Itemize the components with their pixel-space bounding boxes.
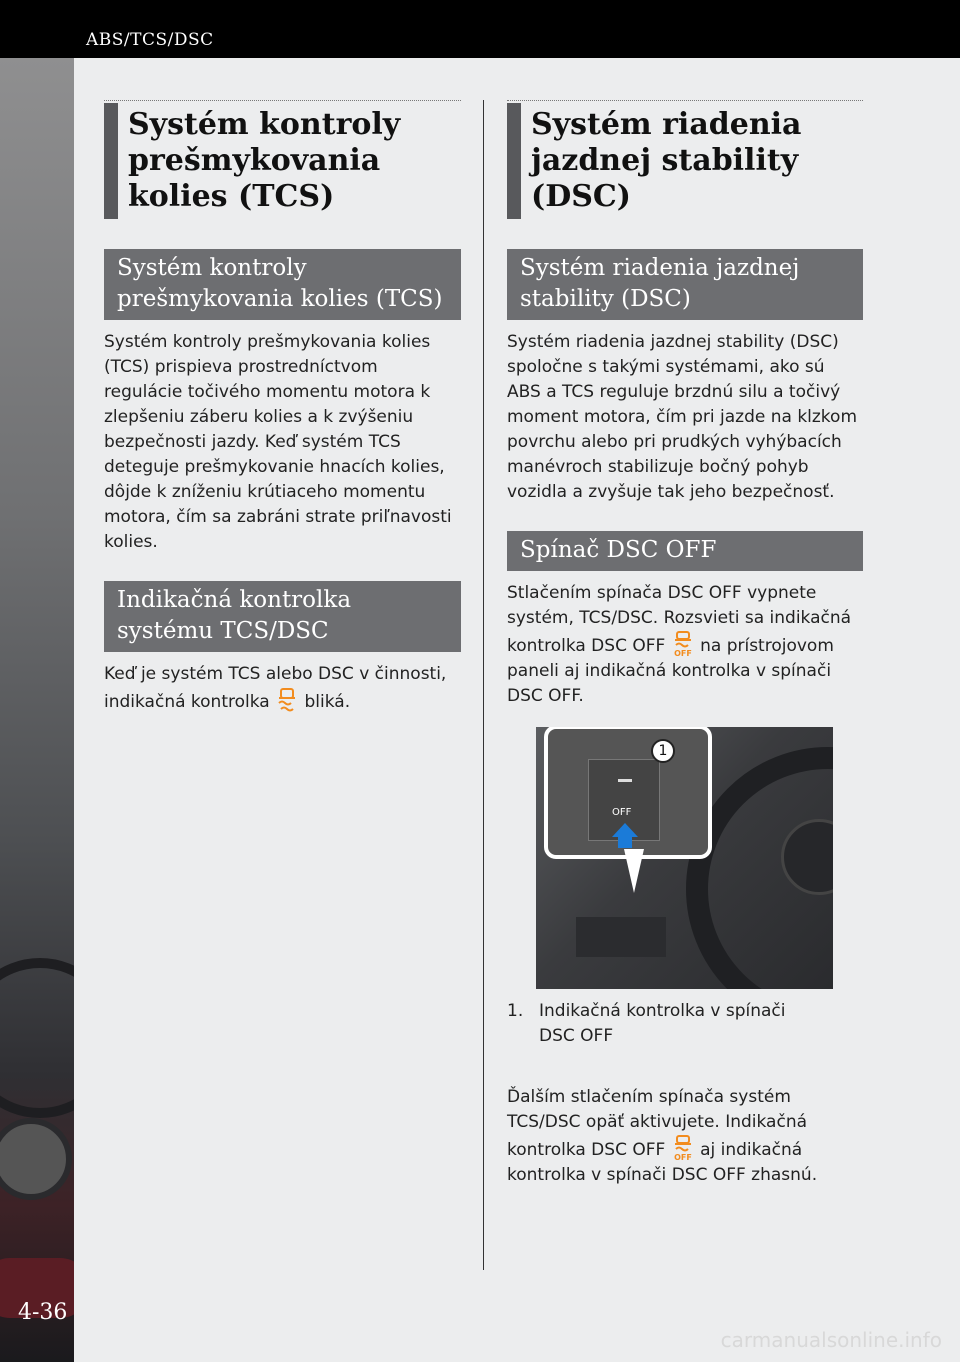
subheading-tcs: Systém kontroly prešmykovania kolies (TCS) [104,249,461,320]
dsc-switch-photo [536,727,833,989]
gauge-shape [0,1118,72,1200]
dsc-off-text-after: na prístrojovom paneli aj indikačná kontrolka v spínači DSC OFF. [507,636,834,706]
arrow-up-icon [612,823,638,837]
dotted-rule [104,100,461,101]
reactivate-text-after: aj indikačná kontrolka v spínači DSC OFF zhasnú. [507,1140,818,1185]
indicator-led [618,779,632,782]
svg-text:OFF: OFF [673,649,692,657]
indicator-text-before: Keď je systém TCS alebo DSC v činnosti, indikačná kontrolka [104,664,447,712]
chapter-title: ABS/TCS/DSC [86,30,214,50]
dsc-off-text-before: Stlačením spínača DSC OFF vypnete systém, TCS/DSC. Rozsvieti sa indikačná kontrolka DSC OFF [507,583,852,656]
paragraph-tcs: Systém kontroly prešmykovania kolies (TCS) prispieva prostredníctvom regulácie točivého momentu motora k zlepšeniu záberu kolies a k zvýšeniu bezpečnosti jazdy. Keď systém TCS deteguje prešmykovanie hnacích kolies, dôjde k zníženiu krútiaceho momentu motora, čím sa zabráni strate priľnavosti kolies. [104,332,452,552]
dashboard-shape [0,958,74,1118]
paragraph-dsc-off [507,581,863,709]
paragraph-dsc: Systém riadenia jazdnej stability (DSC) spoločne s takými systémami, ako sú ABS a TCS reguluje brzdnú silu a točivý moment motora, čím pri jazde na klzkom povrchu alebo pri prudkých vyhýbacích manévroch stabilizuje bočný pohyb vozidla a zvyšuje tak jeho bezpečnosť. [507,332,858,502]
pedal-shape [576,917,666,957]
section-heading-tcs: Systém kontroly prešmykovania kolies (TCS) [104,103,461,219]
dsc-off-icon [671,631,695,657]
reactivate-text-before: Ďalším stlačením spínača systém TCS/DSC opäť aktivujete. Indikačná kontrolka DSC OFF [507,1087,808,1160]
right-column [507,100,863,1188]
caption-number: 1. [507,1001,524,1021]
bubble-tail [624,849,644,893]
indicator-text-after: bliká. [304,692,351,712]
figure-caption [507,999,863,1049]
subheading-dsc-off: Spínač DSC OFF [507,531,863,571]
paragraph-reactivate [507,1085,863,1188]
svg-text:OFF: OFF [673,1153,692,1161]
subheading-dsc: Systém riadenia jazdnej stability (DSC) [507,249,863,320]
paragraph-indicator [104,662,461,715]
side-photo-strip [0,58,74,1362]
caption-text: Indikačná kontrolka v spínači DSC OFF [539,1001,786,1046]
dsc-off-icon [671,1135,695,1161]
column-divider [483,100,484,1270]
arrow-stem [618,836,632,848]
dotted-rule [507,100,863,101]
page-number: 4-36 [18,1300,68,1325]
left-column [104,100,461,715]
zoom-bubble [544,727,712,859]
section-heading-dsc: Systém riadenia jazdnej stability (DSC) [507,103,863,219]
callout-number: 1 [651,739,675,763]
subheading-indicator: Indikačná kontrolka systému TCS/DSC [104,581,461,652]
top-bar [0,0,960,58]
switch-off-label: OFF [612,807,632,818]
tcs-dsc-warning-icon [275,687,299,713]
watermark: carmanualsonline.info [720,1328,942,1352]
